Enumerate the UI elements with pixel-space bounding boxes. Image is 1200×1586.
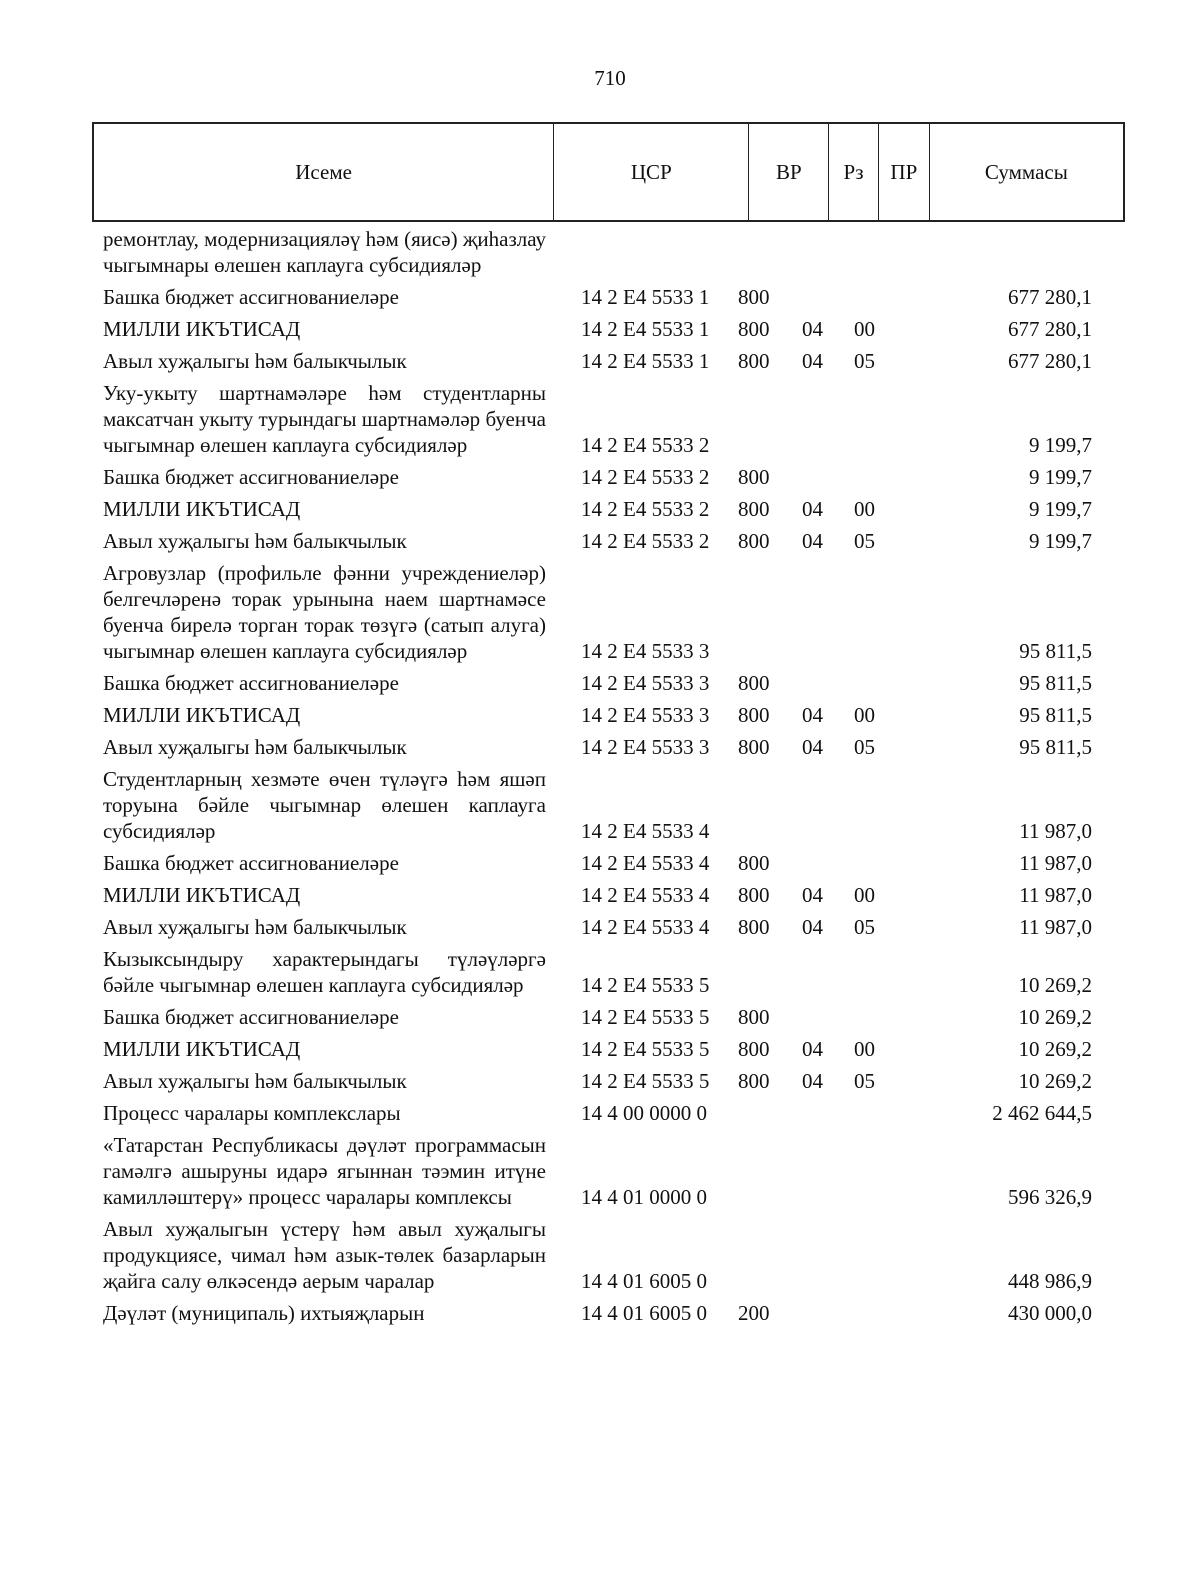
cell-csr: 14 2 Е4 5533 4	[581, 883, 710, 907]
cell-name: Авыл хуҗалыгы һәм балыкчылык	[103, 1069, 407, 1093]
cell-csr: 14 2 Е4 5533 3	[581, 671, 710, 695]
cell-vr: 800	[738, 1069, 770, 1093]
cell-name: Авыл хуҗалыгын үстерү һәм авыл хуҗалыгы продукциясе, чимал һәм азык-төлек базарларын җайга салу өлкәсендә аерым чаралар	[103, 1217, 546, 1293]
cell-rz: 04	[802, 1069, 823, 1093]
table-row	[0, 670, 1200, 696]
cell-sum: 11 987,0	[1019, 915, 1092, 939]
cell-vr: 800	[738, 317, 770, 341]
cell-name: Авыл хуҗалыгы һәм балыкчылык	[103, 529, 407, 553]
cell-csr: 14 2 Е4 5533 2	[581, 465, 710, 489]
cell-csr: 14 2 Е4 5533 4	[581, 819, 710, 843]
column-header-name: Исеме	[94, 124, 554, 220]
table-row	[0, 1004, 1200, 1030]
cell-pr: 05	[854, 349, 875, 373]
table-row	[0, 380, 1200, 458]
cell-name: Башка бюджет ассигнованиеләре	[103, 285, 399, 309]
cell-name: МИЛЛИ ИКЪТИСАД	[103, 1037, 301, 1061]
cell-name: МИЛЛИ ИКЪТИСАД	[103, 883, 301, 907]
table-row	[0, 1100, 1200, 1126]
cell-csr: 14 2 Е4 5533 3	[581, 703, 710, 727]
cell-csr: 14 2 Е4 5533 5	[581, 973, 710, 997]
column-header-csr: ЦСР	[554, 124, 749, 220]
table-row	[0, 766, 1200, 844]
cell-name: Башка бюджет ассигнованиеләре	[103, 465, 399, 489]
cell-rz: 04	[802, 529, 823, 553]
cell-vr: 800	[738, 1037, 770, 1061]
cell-csr: 14 2 Е4 5533 5	[581, 1005, 710, 1029]
cell-vr: 800	[738, 1005, 770, 1029]
cell-vr: 800	[738, 735, 770, 759]
cell-csr: 14 2 Е4 5533 3	[581, 639, 710, 663]
cell-name: Авыл хуҗалыгы һәм балыкчылык	[103, 735, 407, 759]
cell-sum: 2 462 644,5	[992, 1101, 1092, 1125]
table-row	[0, 528, 1200, 554]
cell-sum: 10 269,2	[1018, 1005, 1092, 1029]
cell-pr: 00	[854, 1037, 875, 1061]
cell-vr: 800	[738, 497, 770, 521]
cell-vr: 800	[738, 285, 770, 309]
cell-csr: 14 2 Е4 5533 4	[581, 851, 710, 875]
cell-sum: 95 811,5	[1019, 735, 1092, 759]
cell-pr: 05	[854, 529, 875, 553]
cell-rz: 04	[802, 883, 823, 907]
cell-csr: 14 4 01 6005 0	[581, 1269, 707, 1293]
cell-csr: 14 2 Е4 5533 4	[581, 915, 710, 939]
column-header-vr: ВР	[749, 124, 829, 220]
cell-name: Кызыксындыру характерындагы түләүләргә бәйле чыгымнар өлешен каплауга субсидияләр	[103, 947, 546, 997]
table-row	[0, 496, 1200, 522]
cell-rz: 04	[802, 735, 823, 759]
cell-name: Башка бюджет ассигнованиеләре	[103, 851, 399, 875]
table-row	[0, 1132, 1200, 1210]
cell-pr: 05	[854, 915, 875, 939]
column-header-rz: Рз	[829, 124, 879, 220]
table-row	[0, 882, 1200, 908]
table-row	[0, 850, 1200, 876]
cell-sum: 10 269,2	[1018, 973, 1092, 997]
table-row	[0, 316, 1200, 342]
cell-name: МИЛЛИ ИКЪТИСАД	[103, 317, 301, 341]
cell-name: «Татарстан Республикасы дәүләт программасын гамәлгә ашыруны идарә ягыннан тәэмин итүне камилләштерү» процесс чаралары комплексы	[103, 1133, 546, 1209]
table-row	[0, 946, 1200, 998]
cell-vr: 800	[738, 671, 770, 695]
column-header-pr: ПР	[879, 124, 930, 220]
cell-pr: 00	[854, 317, 875, 341]
column-header-sum: Суммасы	[984, 159, 1068, 184]
cell-rz: 04	[802, 703, 823, 727]
table-row	[0, 1216, 1200, 1294]
cell-sum: 11 987,0	[1019, 883, 1092, 907]
table-row	[0, 914, 1200, 940]
cell-csr: 14 2 Е4 5533 5	[581, 1037, 710, 1061]
cell-pr: 00	[854, 703, 875, 727]
cell-sum: 677 280,1	[1008, 285, 1092, 309]
cell-rz: 04	[802, 915, 823, 939]
table-row	[0, 1300, 1200, 1326]
cell-name: МИЛЛИ ИКЪТИСАД	[103, 703, 301, 727]
cell-csr: 14 2 Е4 5533 1	[581, 285, 710, 309]
cell-vr: 800	[738, 883, 770, 907]
table-row	[0, 348, 1200, 374]
cell-csr: 14 2 Е4 5533 3	[581, 735, 710, 759]
cell-name: МИЛЛИ ИКЪТИСАД	[103, 497, 301, 521]
cell-sum: 10 269,2	[1018, 1037, 1092, 1061]
table-body	[0, 226, 1200, 1332]
table-row	[0, 226, 1200, 278]
cell-vr: 800	[738, 465, 770, 489]
cell-vr: 800	[738, 349, 770, 373]
cell-csr: 14 2 Е4 5533 1	[581, 317, 710, 341]
table-row	[0, 1068, 1200, 1094]
cell-pr: 05	[854, 1069, 875, 1093]
cell-name: Авыл хуҗалыгы һәм балыкчылык	[103, 915, 407, 939]
table-row	[0, 464, 1200, 490]
cell-name: Процесс чаралары комплекслары	[103, 1101, 401, 1125]
cell-name: Студентларның хезмәте өчен түләүгә һәм яшәп торуына бәйле чыгымнар өлешен каплауга субсидияләр	[103, 767, 546, 843]
table-row	[0, 734, 1200, 760]
cell-vr: 800	[738, 851, 770, 875]
cell-name: Авыл хуҗалыгы һәм балыкчылык	[103, 349, 407, 373]
cell-sum: 95 811,5	[1019, 639, 1092, 663]
cell-csr: 14 2 Е4 5533 2	[581, 497, 710, 521]
cell-sum: 430 000,0	[1008, 1301, 1092, 1325]
cell-sum: 448 986,9	[1008, 1269, 1092, 1293]
cell-sum: 9 199,7	[1029, 529, 1092, 553]
cell-rz: 04	[802, 1037, 823, 1061]
cell-csr: 14 4 00 0000 0	[581, 1101, 707, 1125]
cell-sum: 596 326,9	[1008, 1185, 1092, 1209]
cell-vr: 800	[738, 703, 770, 727]
cell-sum: 95 811,5	[1019, 671, 1092, 695]
cell-csr: 14 2 Е4 5533 2	[581, 433, 710, 457]
cell-sum: 11 987,0	[1019, 851, 1092, 875]
page-number: 710	[594, 66, 626, 90]
cell-name: Башка бюджет ассигнованиеләре	[103, 671, 399, 695]
cell-sum: 677 280,1	[1008, 349, 1092, 373]
table-header	[92, 122, 1125, 222]
cell-sum: 677 280,1	[1008, 317, 1092, 341]
cell-name: Дәүләт (муниципаль) ихтыяҗларын	[103, 1301, 425, 1325]
cell-csr: 14 4 01 6005 0	[581, 1301, 707, 1325]
cell-sum: 11 987,0	[1019, 819, 1092, 843]
cell-name: Башка бюджет ассигнованиеләре	[103, 1005, 399, 1029]
cell-rz: 04	[802, 317, 823, 341]
table-row	[0, 560, 1200, 664]
cell-vr: 800	[738, 915, 770, 939]
table-row	[0, 702, 1200, 728]
cell-rz: 04	[802, 497, 823, 521]
cell-sum: 9 199,7	[1029, 433, 1092, 457]
cell-pr: 00	[854, 497, 875, 521]
cell-name: ремонтлау, модернизацияләү һәм (яисә) җиһазлау чыгымнары өлешен каплауга субсидияләр	[103, 227, 546, 277]
cell-vr: 800	[738, 529, 770, 553]
cell-rz: 04	[802, 349, 823, 373]
cell-vr: 200	[738, 1301, 770, 1325]
cell-name: Агровузлар (профильле фәнни учреждениеләр) белгечләренә торак урынына наем шартнамәсе буенча бирелә торган торак төзүгә (сатып алуга) чыгымнар өлешен каплауга субсидияләр	[103, 561, 546, 663]
cell-csr: 14 4 01 0000 0	[581, 1185, 707, 1209]
table-row	[0, 284, 1200, 310]
cell-sum: 9 199,7	[1029, 497, 1092, 521]
cell-csr: 14 2 Е4 5533 1	[581, 349, 710, 373]
cell-pr: 05	[854, 735, 875, 759]
table-row	[0, 1036, 1200, 1062]
cell-sum: 95 811,5	[1019, 703, 1092, 727]
cell-sum: 10 269,2	[1018, 1069, 1092, 1093]
cell-pr: 00	[854, 883, 875, 907]
cell-csr: 14 2 Е4 5533 5	[581, 1069, 710, 1093]
cell-sum: 9 199,7	[1029, 465, 1092, 489]
cell-csr: 14 2 Е4 5533 2	[581, 529, 710, 553]
cell-name: Уку-укыту шартнамәләре һәм студентларны максатчан укыту турындагы шартнамәләр буенча чыгымнар өлешен каплауга субсидияләр	[103, 381, 546, 457]
